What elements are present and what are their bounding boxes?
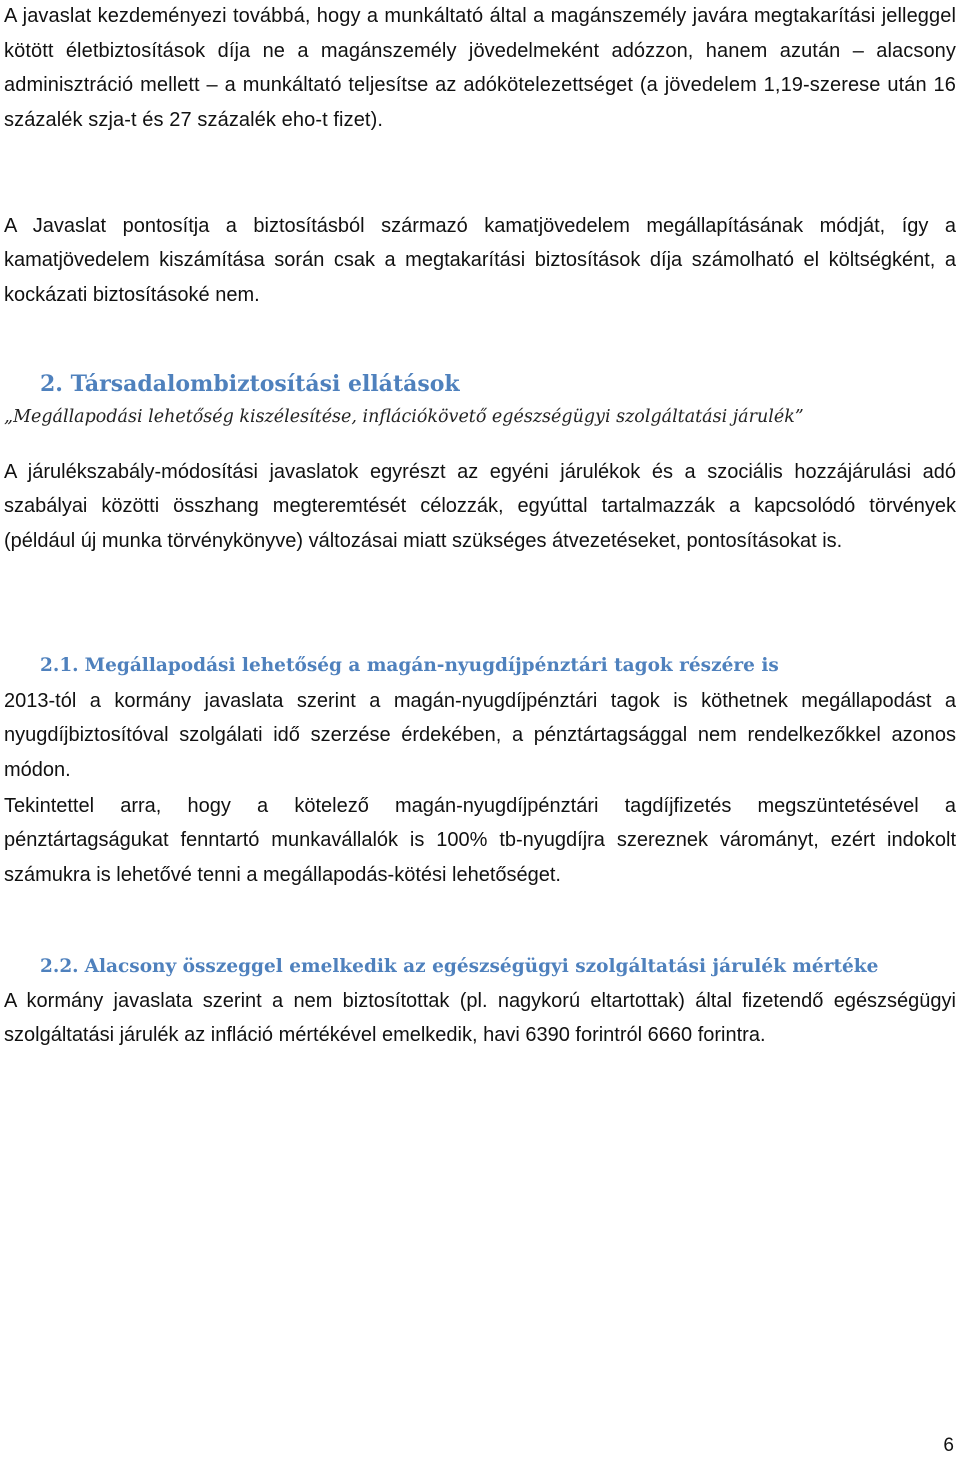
paragraph-pension-membership: Tekintettel arra, hogy a kötelező magán-nyugdíjpénztári tagdíjfizetés megszüntetésével a pénztártagságukat fenntartó munkavállalók is 100% tb-nyugdíjra szereznek várományt, ezért indokolt számukra is lehetővé tenni a megállapodás-kötési lehetőséget. bbox=[4, 795, 956, 886]
section-2-heading bbox=[4, 370, 460, 398]
paragraph-life-insurance: A javaslat kezdeményezi továbbá, hogy a munkáltató által a magánszemély javára megtakarítási jelleggel kötött életbiztosítások díja ne a magánszemély jövedelmeként adózzon, hanem azután – alacsony adminisztráció mellett – a munkáltató teljesítse az adókötelezettséget (a jövedelem 1,19-szerese után 16 százalék szja-t és 27 százalék eho-t fizet). bbox=[4, 5, 956, 131]
page-number: 6 bbox=[943, 1435, 954, 1456]
section-2-2-heading bbox=[4, 954, 878, 980]
section-2-2-number: 2.2. bbox=[40, 956, 79, 977]
section-2-1-title: Megállapodási lehetőség a magán-nyugdíjpénztári tagok részére is bbox=[84, 655, 779, 676]
section-2-title: Társadalombiztosítási ellátások bbox=[70, 371, 460, 397]
paragraph-interest-income: A Javaslat pontosítja a biztosításból származó kamatjövedelem megállapításának módját, így a kamatjövedelem kiszámítása során csak a megtakarítási biztosítások díja számolható el költségként, a kockázati biztosításoké nem. bbox=[4, 215, 956, 306]
section-2-2-title: Alacsony összeggel emelkedik az egészségügyi szolgáltatási járulék mértéke bbox=[84, 956, 879, 977]
section-2-1-number: 2.1. bbox=[40, 655, 79, 676]
section-2-1-heading bbox=[4, 653, 779, 679]
paragraph-pension-agreement: 2013-tól a kormány javaslata szerint a magán-nyugdíjpénztári tagok is köthetnek megállapodást a nyugdíjbiztosítóval szolgálati idő szerzése érdekében, a pénztártagsággal nem rendelkezőkkel azonos módon. bbox=[4, 690, 956, 781]
paragraph-contribution-rules: A járulékszabály-módosítási javaslatok egyrészt az egyéni járulékok és a szociális hozzájárulási adó szabályai közötti összhang megteremtését célozzák, egyúttal tartalmazzák a kapcsolódó törvények (például új munka törvénykönyve) változásai miatt szükséges átvezetéseket, pontosításokat is. bbox=[4, 461, 956, 552]
section-2-subtitle: „Megállapodási lehetőség kiszélesítése, inflációkövető egészségügyi szolgáltatási járulék” bbox=[4, 407, 804, 427]
section-2-number: 2. bbox=[40, 371, 63, 397]
paragraph-health-contribution: A kormány javaslata szerint a nem biztosítottak (pl. nagykorú eltartottak) által fizetendő egészségügyi szolgáltatási járulék az infláció mértékével emelkedik, havi 6390 forintról 6660 forintra. bbox=[4, 990, 956, 1047]
